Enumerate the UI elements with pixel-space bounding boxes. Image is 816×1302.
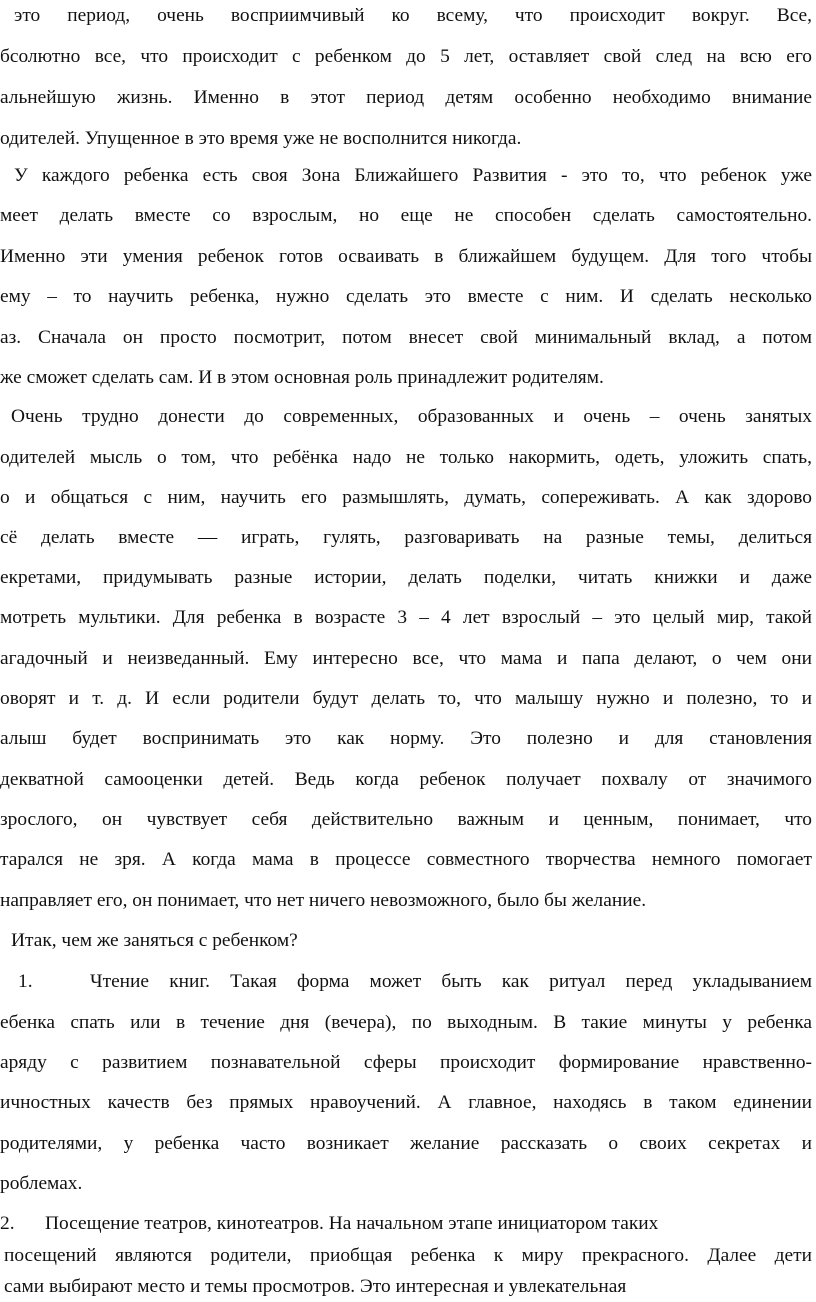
p3-line-11: зрослого, он чувствует себя действительно важным и ценным, понимает, что <box>0 809 812 830</box>
p3-line-13: направляет его, он понимает, что нет ничего невозможного, было бы желание. <box>0 890 647 911</box>
item-2-line-1: Посещение театров, кинотеатров. На начальном этапе инициатором таких <box>45 1213 659 1234</box>
item-1-line-4: ичностных качеств без прямых нравоучений. А главное, находясь в таком единении <box>0 1092 812 1113</box>
p3-line-12: тарался не зря. А когда мама в процессе совместного творчества немного помогает <box>0 849 812 870</box>
p1-line-3: альнейшую жизнь. Именно в этот период детям особенно необходимо внимание <box>0 87 812 108</box>
p2-line-4: ему – то научить ребенка, нужно сделать это вместе с ним. И сделать несколько <box>0 286 812 307</box>
p3-line-10: декватной самооценки детей. Ведь когда ребенок получает похвалу от значимого <box>0 769 812 790</box>
p1-line-2: бсолютно все, что происходит с ребенком до 5 лет, оставляет свой след на всю его <box>0 46 812 67</box>
p3-line-1: Очень трудно донести до современных, образованных и очень – очень занятых <box>11 406 812 427</box>
p3-line-6: мотреть мультики. Для ребенка в возрасте 3 – 4 лет взрослый – это целый мир, такой <box>0 607 812 628</box>
p3-line-8: оворят и т. д. И если родители будут делать то, что малышу нужно и полезно, то и <box>0 688 812 709</box>
item-2-line-2: посещений являются родители, приобщая ребенка к миру прекрасного. Далее дети <box>4 1245 812 1266</box>
p3-line-4: сё делать вместе — играть, гулять, разговаривать на разные темы, делиться <box>0 527 812 548</box>
p1-line-1: это период, очень восприимчивый ко всему, что происходит вокруг. Все, <box>14 5 812 26</box>
p3-line-3: о и общаться с ним, научить его размышлять, думать, сопереживать. А как здорово <box>0 487 812 508</box>
item-1-line-6: роблемах. <box>0 1173 83 1194</box>
p2-line-6: же сможет сделать сам. И в этом основная роль принадлежит родителям. <box>0 367 604 388</box>
p2-line-1: У каждого ребенка есть своя Зона Ближайшего Развития - это то, что ребенок уже <box>14 165 812 186</box>
item-2-line-3: сами выбирают место и темы просмотров. Это интересная и увлекательная <box>4 1276 627 1297</box>
p1-line-4: одителей. Упущенное в это время уже не восполнится никогда. <box>0 128 522 149</box>
item-2-number: 2. <box>0 1213 15 1234</box>
p3-line-7: агадочный и неизведанный. Ему интересно все, что мама и папа делают, о чем они <box>0 648 812 669</box>
p3-line-5: екретами, придумывать разные истории, делать поделки, читать книжки и даже <box>0 567 812 588</box>
p4-line-1: Итак, чем же заняться с ребенком? <box>11 930 298 951</box>
item-1-line-3: аряду с развитием познавательной сферы происходит формирование нравственно- <box>0 1052 812 1073</box>
p3-line-9: алыш будет воспринимать это как норму. Это полезно и для становления <box>0 728 812 749</box>
item-1-line-1: Чтение книг. Такая форма может быть как ритуал перед укладыванием <box>90 971 812 992</box>
item-1-number: 1. <box>18 971 33 992</box>
p3-line-2: одителей мысль о том, что ребёнка надо не только накормить, одеть, уложить спать, <box>0 447 812 468</box>
item-1-line-5: родителями, у ребенка часто возникает желание рассказать о своих секретах и <box>0 1133 812 1154</box>
p2-line-2: меет делать вместе со взрослым, но еще не способен сделать самостоятельно. <box>0 205 812 226</box>
p2-line-3: Именно эти умения ребенок готов осваивать в ближайшем будущем. Для того чтобы <box>0 246 812 267</box>
p2-line-5: аз. Сначала он просто посмотрит, потом внесет свой минимальный вклад, а потом <box>0 327 812 348</box>
item-1-line-2: ебенка спать или в течение дня (вечера), по выходным. В такие минуты у ребенка <box>0 1012 812 1033</box>
